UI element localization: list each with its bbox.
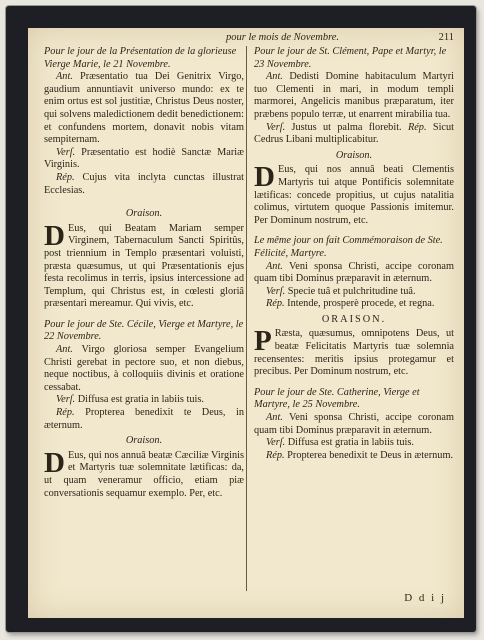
drop-cap: D	[44, 446, 65, 479]
versicle: Verſ. Diffusa est gratia in labiis tuis.	[56, 394, 204, 406]
response: Rép. Cujus vita inclyta cunctas illustrat Ecclesias.	[44, 171, 244, 196]
antiphon: Ant. Dedisti Domine habitaculum Martyri tuo Clementi in mari, in modum templi marmorei, Angelicis manibus præparatum, iter præbens populo terræ, ut enarrent mirabilia tua.	[254, 71, 454, 120]
versicle: Verſ. Specie tuâ et pulchritudine tuâ.	[266, 285, 416, 297]
book-page	[28, 28, 464, 618]
page-number: 211	[438, 32, 454, 43]
running-head	[226, 32, 456, 45]
feast-heading-cecile: Pour le jour de Ste. Cécile, Vierge et Martyre, le 22 Novembre.	[44, 318, 244, 343]
antiphon: Ant. Præsentatio tua Dei Genitrix Virgo, gaudium annuntiavit universo mundo: ex te enim ortus est sol justitiæ, Christus Deus noster, qui solvens maledictionem dedit benedictionem: et confundens mortem, donavit nobis vitam sempiternam.	[44, 71, 244, 146]
antiphon: Ant. Veni sponsa Christi, accipe coronam quam tibi Dominus præparavit in æternum.	[254, 412, 454, 436]
oraison-title: Oraison.	[335, 149, 373, 161]
signature-mark: D d i j	[404, 592, 446, 604]
oraison-text: D Eus, qui Beatam Mariam semper Virginem, Tabernaculum Sancti Spiritûs, post triennium in Templo præsentari voluisti, præsta quæsumus, ut qui Præsentationis ejus festa recolimus in terris, ipsius intercessione ad Templum, qui Christus est, in cœlesti gloriâ præsentari mereamur. Qui vivis, etc.	[44, 219, 244, 310]
oraison-text: P Ræsta, quæsumus, omnipotens Deus, ut beatæ Felicitatis Martyris tuæ solemnia recensentes: meritis ipsius protegamur et precibus. Per Dominum nostrum, etc.	[254, 325, 454, 378]
versicle: Verſ. Præsentatio est hodiè Sanctæ Mariæ Virginis.	[44, 146, 244, 171]
feast-heading-felicite: Le même jour on fait Commémoraison de Ste. Félicité, Martyre.	[254, 235, 443, 259]
oraison-text: D Eus, qui nos annuâ beati Clementis Martyris tui atque Pontificis solemnitate lætificas: concede propitius, ut cujus natalitia colimus, virtutem quoque Passionis imitemur. Per Dominum nostrum, etc.	[254, 161, 454, 226]
column-divider	[246, 46, 247, 591]
oraison-title: Oraison.	[125, 208, 163, 220]
drop-cap: D	[44, 219, 65, 252]
response: Rép. Intende, prosperè procede, et regna.	[266, 298, 435, 310]
oraison-title: ORAISON.	[321, 313, 387, 325]
left-column	[44, 46, 244, 606]
response: Rép. Propterea benedixit te Deus, in æternum.	[44, 407, 244, 431]
feast-heading-clement: Pour le jour de St. Clément, Pape et Martyr, le 23 Novembre.	[254, 46, 447, 70]
response: Rép. Propterea benedixit te Deus in æternum.	[266, 449, 454, 461]
right-column	[254, 46, 454, 606]
oraison-title: Oraison.	[125, 435, 163, 447]
drop-cap: D	[254, 161, 275, 194]
feast-heading-catherine: Pour le jour de Ste. Catherine, Vierge et Martyre, le 25 Novembre.	[254, 386, 420, 411]
versicle-response: Verſ. Justus ut palma florebit. Rép. Sicut Cedrus Libani multiplicabitur.	[254, 121, 454, 146]
versicle: Verſ. Diffusa est gratia in labiis tuis.	[266, 437, 414, 449]
page-frame	[6, 6, 476, 632]
drop-cap: P	[254, 325, 272, 358]
feast-heading-presentation: Pour le jour de la Présentation de la glorieuse Vierge Marie, le 21 Novembre.	[44, 46, 237, 70]
oraison-text: D Eus, qui nos annuâ beatæ Cæciliæ Virginis et Martyris tuæ solemnitate lætificas: da, ut quam veneramur officio, etiam piæ conversationis sequamur exemplo. Per, etc.	[44, 446, 244, 499]
antiphon: Ant. Virgo gloriosa semper Evangelium Christi gerebat in pectore suo, et non diebus, neque noctibus, à colloquiis divinis et oratione cessabat.	[44, 344, 244, 393]
running-head-title: pour le mois de Novembre.	[226, 32, 340, 43]
antiphon: Ant. Veni sponsa Christi, accipe coronam quam tibi Dominus præparavit in æternum.	[254, 260, 454, 285]
